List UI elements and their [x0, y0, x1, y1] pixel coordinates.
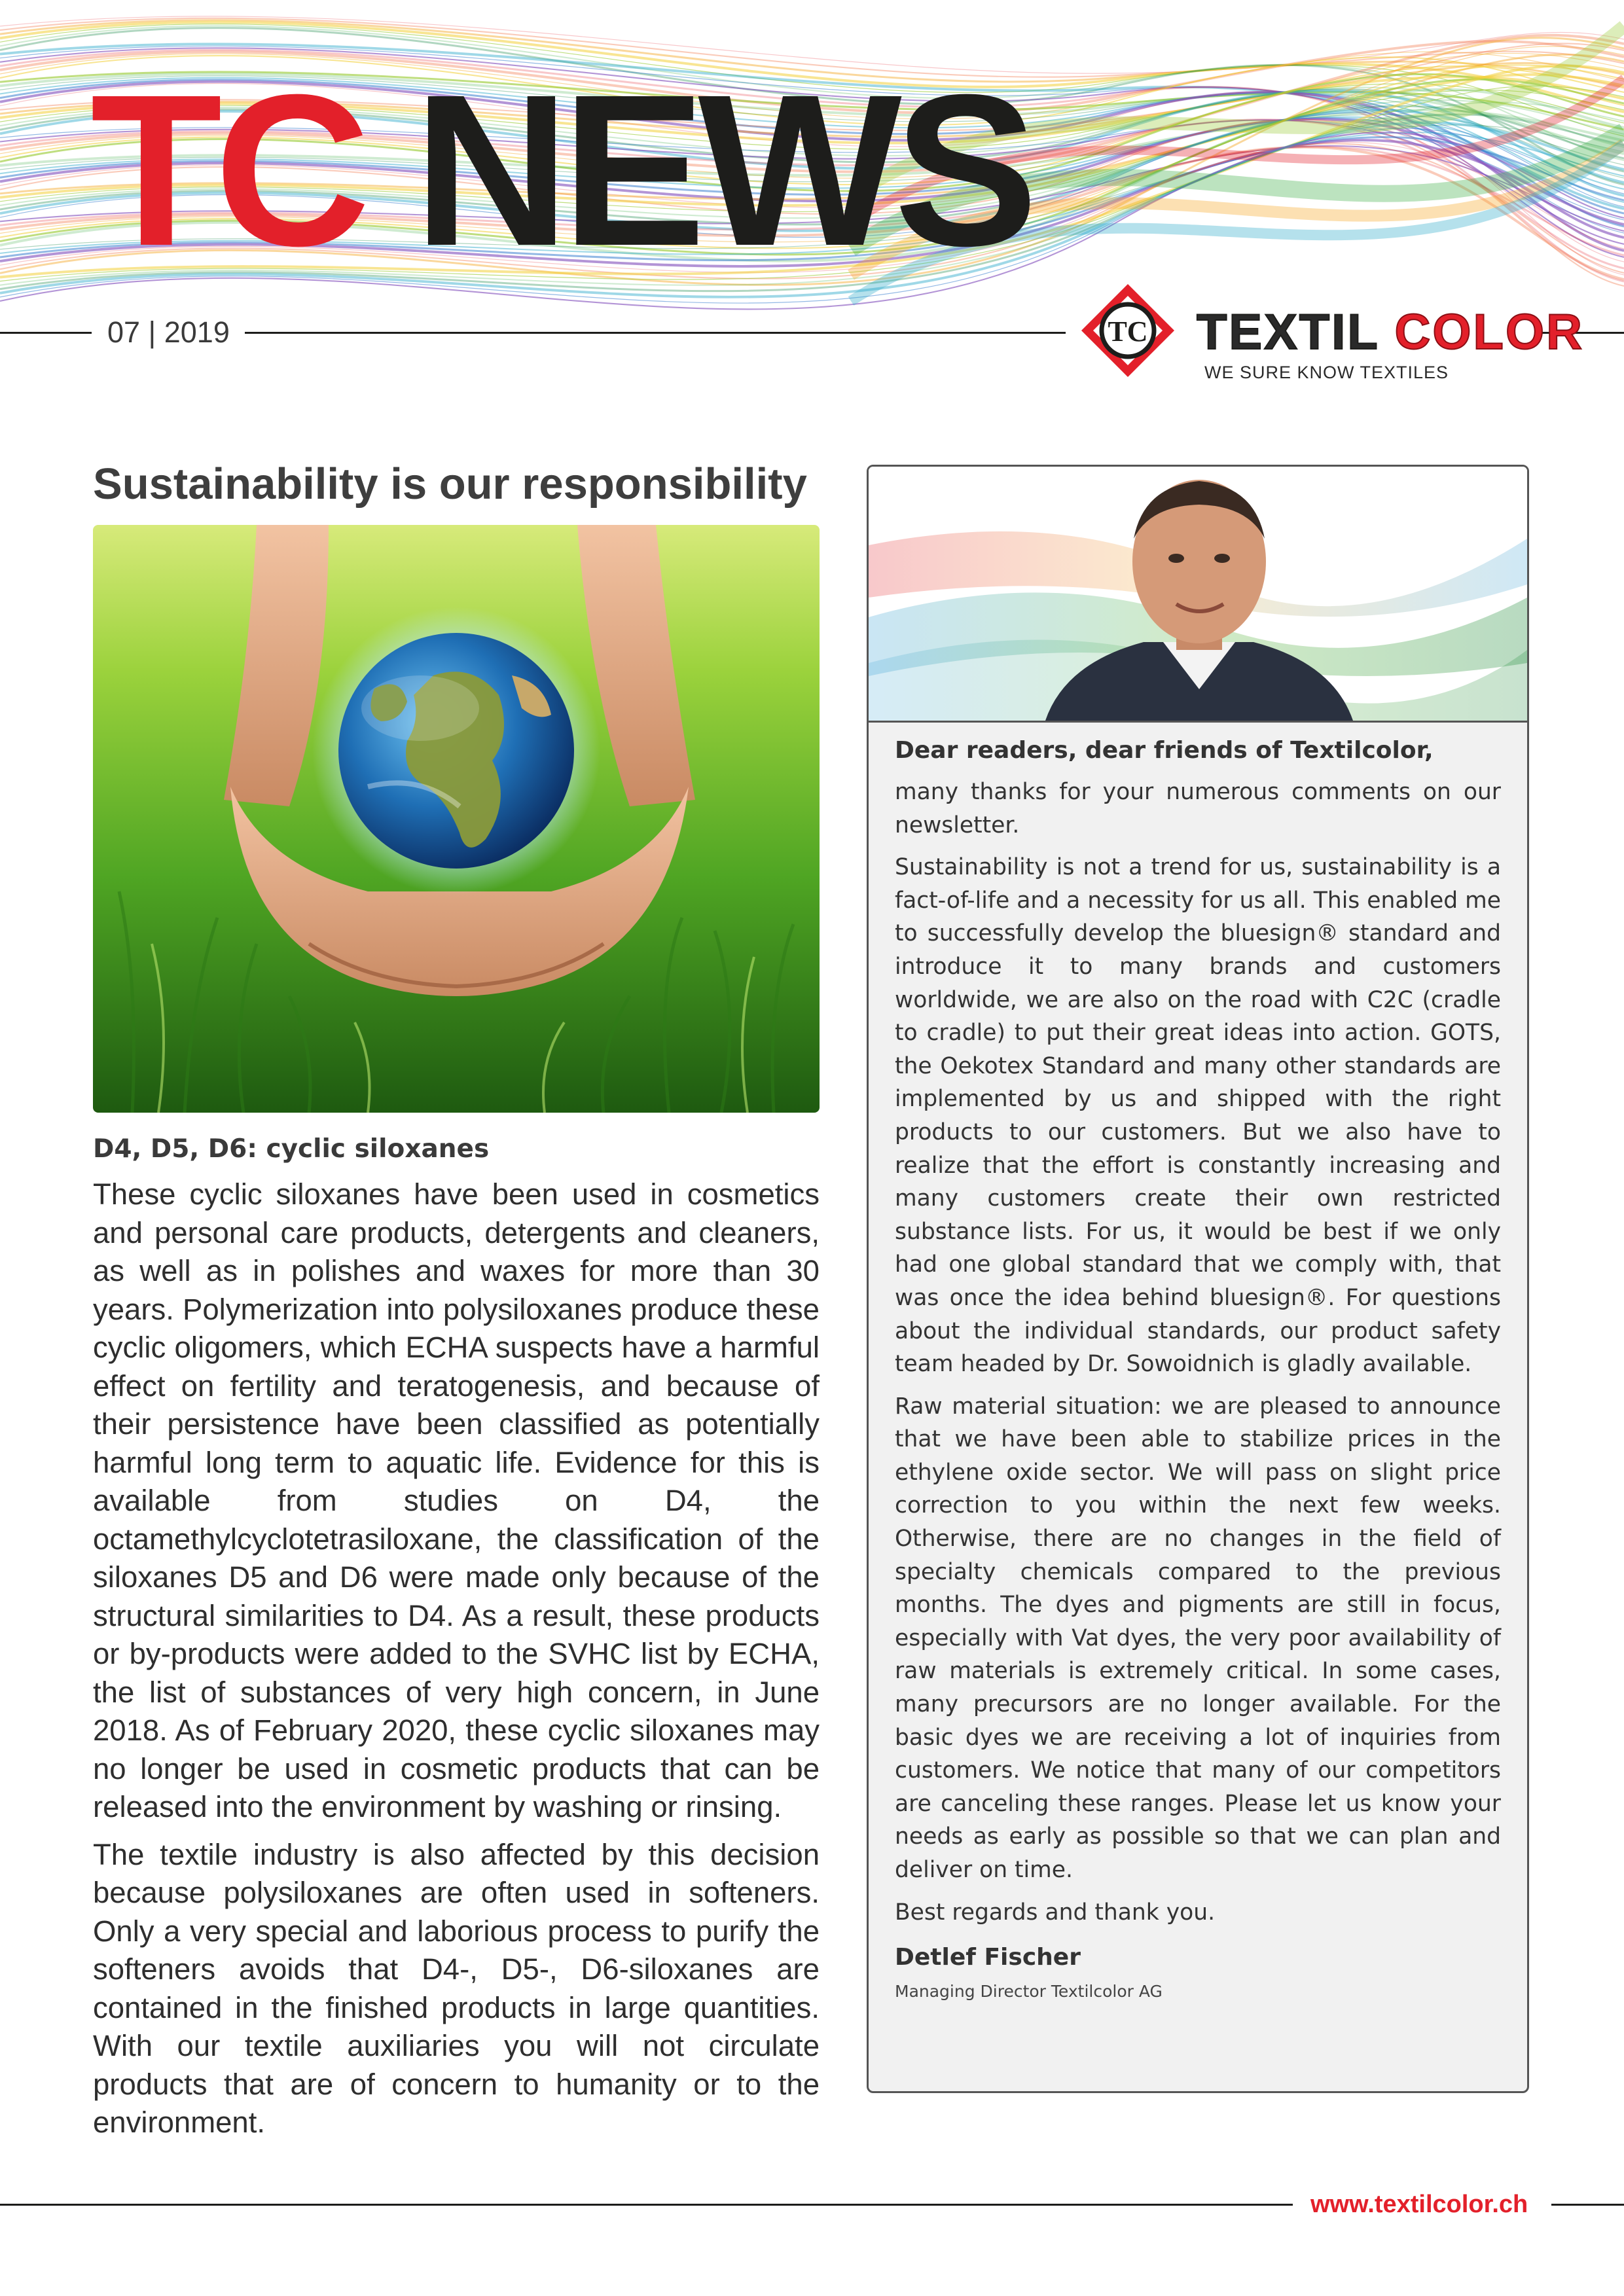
brand-tagline: WE SURE KNOW TEXTILES: [1204, 363, 1449, 382]
article-headline: Sustainability is our responsibility: [93, 459, 807, 509]
brand-textil: TEXTIL: [1197, 304, 1379, 360]
author-portrait-photo: [869, 467, 1527, 721]
editorial-paragraph-1: many thanks for your numerous comments on our newsletter.: [895, 779, 1501, 838]
article-subheading: D4, D5, D6: cyclic siloxanes: [93, 1134, 490, 1164]
masthead-news: NEWS: [413, 49, 1030, 291]
signature-title: Managing Director Textilcolor AG: [895, 1982, 1163, 2001]
editorial-paragraph-2: Sustainability is not a trend for us, sustainability is a fact-of-life and a necessity for us all. This enabled me to successfully develop the bluesign® standard and introduce it to many brands and customers worldwide, we are also on the road with C2C (cradle to cradle) to put their great ideas into action. GOTS, the Oekotex Standard and many other standards are implemented by us and shipped with the right products to our customers. But we also have to realize that the effort is constantly increasing and many customers create their own restricted substance lists. For us, it would be best if we only had one global standard that we comply with, that was once the idea behind bluesign®. For questions about the individual standards, our product safety team headed by Dr. Sowoidnich is gladly available.: [895, 854, 1501, 1378]
editorial-greeting: Dear readers, dear friends of Textilcolor,: [895, 737, 1434, 764]
header-rule-middle: [245, 332, 1066, 334]
article-paragraph-1: These cyclic siloxanes have been used in cosmetics and personal care products, detergents and cleaners, as well as in polishes and waxes for more than 30 years. Polymerization into polysiloxanes produce these cyclic oligomers, which ECHA suspects have a harmful effect on fertility and teratogenesis, and because of their persistence have been classified as potentially harmful long term to aquatic life. Evidence for this is available from studies on D4, the octamethylcyclotetrasiloxane, the classification of the siloxanes D5 and D6 were made only because of the structural similarities to D4. As a result, these products or by-products were added to the SVHC list by ECHA, the list of substances of very high concern, in June 2018. As of February 2020, these cyclic siloxanes may no longer be used in cosmetic products that can be released into the environment by washing or rinsing.: [93, 1177, 820, 1823]
editorial-text: [895, 732, 1501, 2006]
earth-in-hands-photo: [93, 525, 820, 1113]
issue-date: 07 | 2019: [103, 313, 234, 352]
editorial-paragraph-3: Raw material situation: we are pleased to announce that we have been able to stabilize prices in the ethylene oxide sector. We will pass on slight price correction to you within the next few weeks. Otherwise, there are no changes in the field of specialty chemicals compared to the previous months. The dyes and pigments are still in focus, especially with Vat dyes, the very poor availability of raw materials is extremely critical. In some cases, many precursors are no longer available. For the basic dyes we are receiving a lot of inquiries from customers. We notice that many of our competitors are canceling these ranges. Please let us know your needs as early as possible so that we can plan and deliver on time.: [895, 1393, 1501, 1883]
logo-monogram: TC: [1108, 315, 1148, 348]
article-body: [93, 1175, 820, 2151]
masthead-title: [90, 49, 1030, 291]
portrait-divider: [869, 721, 1527, 723]
website-link[interactable]: www.textilcolor.ch: [1303, 2185, 1536, 2224]
footer-rule-right: [1551, 2204, 1624, 2206]
editorial-closing: Best regards and thank you.: [895, 1899, 1216, 1926]
brand-color: COLOR: [1394, 304, 1584, 360]
editorial-box: [867, 465, 1529, 2093]
signature-name: Detlef Fischer: [895, 1944, 1081, 1971]
footer-rule-left: [0, 2204, 1293, 2206]
header-rule-left: [0, 332, 92, 334]
company-logo: [1079, 281, 1584, 386]
brand-wordmark: [1197, 304, 1584, 360]
masthead-tc: TC: [90, 49, 363, 291]
tc-logo-icon: [1079, 281, 1177, 380]
article-paragraph-2: The textile industry is also affected by this decision because polysiloxanes are often used in softeners. Only a very special and laborious process to purify the softeners avoids that D4-, D5-, D6-siloxanes are contained in the finished products in large quantities. With our textile auxiliaries you will not circulate products that are of concern to humanity or to the environment.: [93, 1837, 820, 2139]
